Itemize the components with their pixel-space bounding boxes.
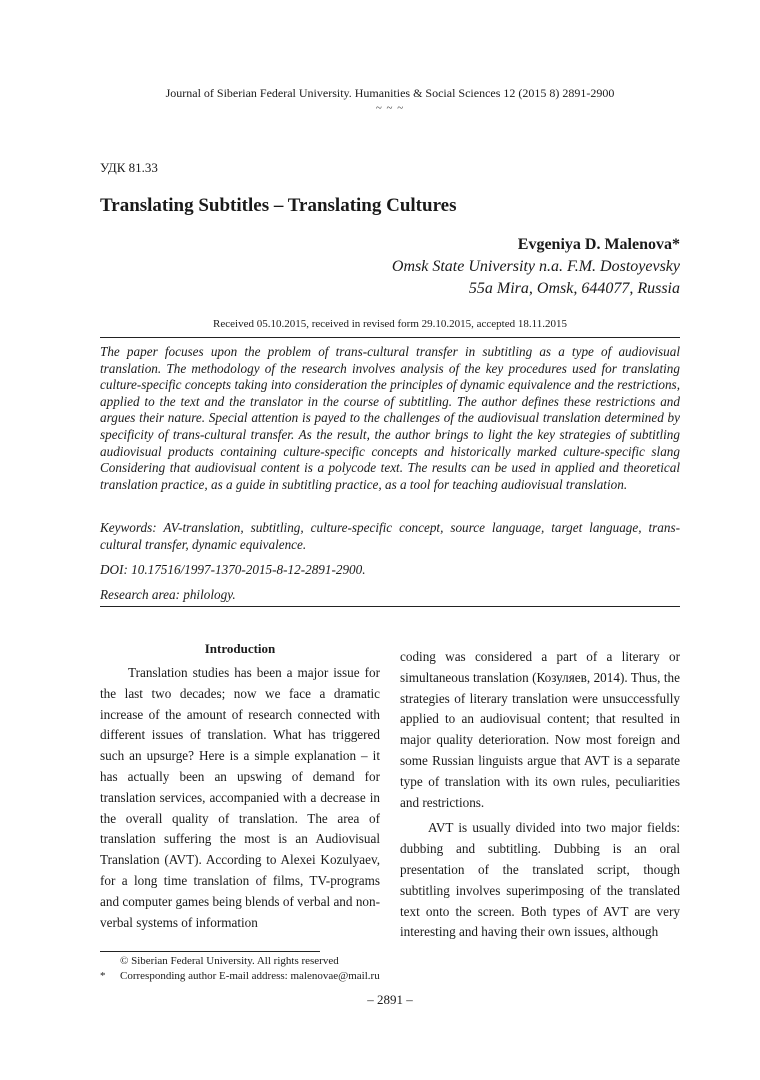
journal-header: Journal of Siberian Federal University. Humanities & Social Sciences 12 (2015 8) 2891-2900 xyxy=(165,86,615,100)
section-heading: Introduction xyxy=(204,641,276,656)
author-block xyxy=(392,234,680,300)
left-column xyxy=(100,640,380,933)
body-paragraph: AVT is usually divided into two major fields: dubbing and subtitling. Dubbing is an oral presentation of the translated script, though subtitling involves superimposing of the translated text onto the screen. Both types of AVT are very interesting and having their own issues, although xyxy=(400,820,680,940)
footnote-mark: * xyxy=(100,970,106,982)
corresponding-author: Corresponding author E-mail address: malenovae@mail.ru xyxy=(120,970,380,982)
footnotes xyxy=(100,954,680,984)
received-dates: Received 05.10.2015, received in revised form 29.10.2015, accepted 18.11.2015 xyxy=(213,318,567,330)
keywords: Keywords: AV-translation, subtitling, culture-specific concept, source language, target language, trans-cultural transfer, dynamic equivalence. xyxy=(100,520,680,552)
body-paragraph: Translation studies has been a major issue for the last two decades; now we face a dramatic increase of the amount of research connected with different issues of translation. What has triggered such an upsurge? Here is a simple explanation – it has actually been an upswing of demand for translation services, accompanied with a decrease in the overall quality of translation. The area of translation suffering the most is an Audiovisual Translation (AVT). According to Alexei Kozulyaev, for a long time translation of films, TV-programs and computer games being blends of verbal and non-verbal systems of information xyxy=(100,665,380,930)
affiliation-line-2: 55a Mira, Omsk, 644077, Russia xyxy=(468,280,680,297)
research-area: Research area: philology. xyxy=(100,587,236,602)
page-number: – 2891 – xyxy=(367,992,413,1007)
affiliation-line-1: Omsk State University n.a. F.M. Dostoyevsky xyxy=(391,258,680,275)
footnote-copyright xyxy=(100,954,680,969)
footnote-corresponding xyxy=(100,969,680,984)
article-title: Translating Subtitles – Translating Cultures xyxy=(100,195,457,216)
abstract-bottom-rule xyxy=(100,606,680,607)
abstract-top-rule xyxy=(100,337,680,338)
header-separator: ~ ~ ~ xyxy=(375,102,405,114)
abstract: The paper focuses upon the problem of trans-cultural transfer in subtitling as a type of audiovisual translation. The methodology of the research involves analysis of the key procedures used for translating culture-specific concepts taking into consideration the principles of dynamic equivalence and the restrictions, applied to the text and the translator in the course of subtitling. The author defines these restrictions and argues their nature. Special attention is payed to the challenges of the audiovisual translation determined by specificity of trans-cultural transfer. As the result, the author brings to light the key strategies of subtitling audiovisual products containing culture-specific concepts and historically marked culture-specific slang Considering that audiovisual content is a polycode text. The results can be used in applied and theoretical translation practice, as a guide in subtitling practice, as a tool for teaching audiovisual translation. xyxy=(100,344,680,492)
body-paragraph: coding was considered a part of a literary or simultaneous translation (Козуляев, 2014). Thus, the strategies of literary translation were unsuccessfully applied to an audiovisual content; that resulted in major quality deterioration. Now most foreign and some Russian linguists argue that AVT is a separate type of translation with its own rules, peculiarities and restrictions. xyxy=(400,649,680,810)
copyright-text: © Siberian Federal University. All rights reserved xyxy=(120,955,339,967)
udk-code: УДК 81.33 xyxy=(100,160,158,175)
right-column xyxy=(400,647,680,943)
author-name: Evgeniya D. Malenova* xyxy=(517,236,680,253)
footnote-rule xyxy=(100,951,320,952)
doi: DOI: 10.17516/1997-1370-2015-8-12-2891-2900. xyxy=(100,562,366,577)
